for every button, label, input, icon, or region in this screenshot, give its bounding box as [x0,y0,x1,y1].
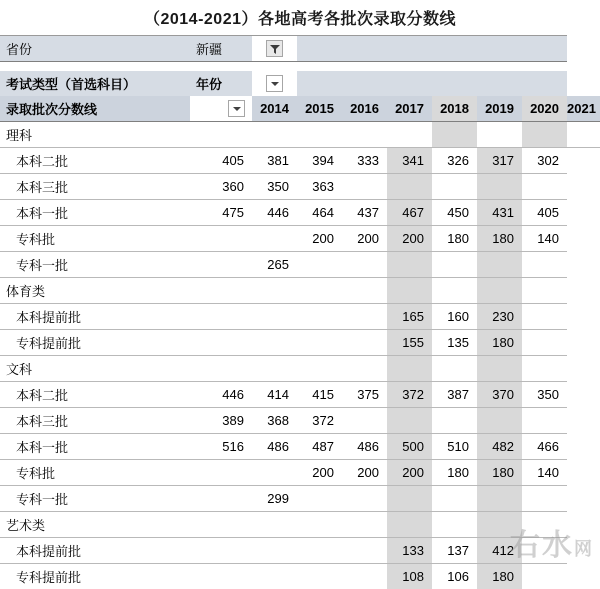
table-row [0,564,600,589]
cell-2017 [342,538,387,564]
cell-2018: 467 [387,200,432,226]
cell-2019 [432,408,477,434]
cell-2014: 360 [190,174,252,200]
cell-2015: 381 [252,148,297,174]
cell-2021: 140 [522,226,567,252]
table-row [0,434,600,460]
cell-2015: 446 [252,200,297,226]
filter-row-spacer [297,36,567,62]
cell-2016: 200 [297,460,342,486]
table-row [0,460,600,486]
cell-2018: 165 [387,304,432,330]
year-col-header-2017: 2017 [387,96,432,122]
cell-2015 [252,304,297,330]
cell-2014 [190,226,252,252]
cell-2018: 341 [387,148,432,174]
table-row [0,382,600,408]
cell-2018 [387,486,432,512]
cell-2018: 108 [387,564,432,589]
cell-2017: 486 [342,434,387,460]
caret-shape [233,107,241,111]
cell-2019: 180 [432,460,477,486]
cell-2020: 482 [477,434,522,460]
cell-2020: 180 [477,226,522,252]
cell-2020 [477,252,522,278]
cell-2021 [522,408,567,434]
province-filter-button[interactable] [252,36,297,62]
cell-2014 [190,564,252,589]
cell-2021 [522,304,567,330]
cell-2019: 106 [432,564,477,589]
group-header-row [0,122,600,148]
spacer-row [0,62,600,72]
cell-2021 [522,486,567,512]
cell-2016: 372 [297,408,342,434]
cell-2016: 200 [297,226,342,252]
row-label: 本科提前批 [0,538,190,564]
province-filter-row [0,36,600,62]
group-label-0: 理科 [0,122,190,148]
cell-2016: 464 [297,200,342,226]
row-label: 专科批 [0,226,190,252]
group-header-row [0,512,600,538]
header-row-2 [0,96,600,122]
cell-2018: 133 [387,538,432,564]
cell-2017 [342,408,387,434]
chevron-down-icon[interactable] [266,75,283,92]
province-label: 省份 [0,36,190,62]
cell-2016: 487 [297,434,342,460]
cell-2021: 302 [522,148,567,174]
cell-2021 [522,252,567,278]
cell-2014 [190,460,252,486]
cell-2018: 500 [387,434,432,460]
table-row [0,252,600,278]
cell-2015: 486 [252,434,297,460]
cell-2016: 363 [297,174,342,200]
cell-2019: 450 [432,200,477,226]
table-row [0,330,600,356]
year-col-header-2016: 2016 [342,96,387,122]
row-label: 本科一批 [0,200,190,226]
cell-2018: 372 [387,382,432,408]
cell-2014: 516 [190,434,252,460]
cell-2014 [190,304,252,330]
cell-2017: 375 [342,382,387,408]
cell-2019 [432,252,477,278]
cell-2019: 137 [432,538,477,564]
batch-dropdown-cell[interactable] [190,96,252,122]
cell-2015 [252,538,297,564]
caret-shape [271,82,279,86]
batch-chevron-down-icon[interactable] [228,100,245,117]
cell-2021: 405 [522,200,567,226]
cell-2021 [522,330,567,356]
cell-2014: 389 [190,408,252,434]
cell-2017 [342,564,387,589]
header-row-1-spacer [297,71,567,96]
cell-2018 [387,252,432,278]
cell-2015: 299 [252,486,297,512]
cell-2016 [297,564,342,589]
year-col-header-2019: 2019 [477,96,522,122]
row-label: 本科三批 [0,408,190,434]
cell-2018: 155 [387,330,432,356]
cell-2020 [477,174,522,200]
cell-2015: 265 [252,252,297,278]
table-row [0,538,600,564]
cell-2018 [387,174,432,200]
cell-2015 [252,330,297,356]
cell-2014 [190,252,252,278]
cell-2018: 200 [387,226,432,252]
cell-2019: 387 [432,382,477,408]
cell-2016 [297,304,342,330]
cell-2015: 368 [252,408,297,434]
page-title: （2014-2021）各地高考各批次录取分数线 [0,0,600,35]
year-dropdown-button[interactable] [252,71,297,96]
cell-2014 [190,486,252,512]
row-label: 本科三批 [0,174,190,200]
cell-2016 [297,538,342,564]
cell-2019: 326 [432,148,477,174]
cell-2017 [342,330,387,356]
cell-2016: 394 [297,148,342,174]
funnel-icon [270,45,280,54]
cell-2016: 415 [297,382,342,408]
group-header-row [0,278,600,304]
cell-2017 [342,304,387,330]
cell-2020 [477,486,522,512]
cell-2017: 333 [342,148,387,174]
filter-icon[interactable] [266,40,283,57]
province-value: 新疆 [190,36,252,62]
cell-2016 [297,486,342,512]
cell-2014: 405 [190,148,252,174]
table-row [0,408,600,434]
row-label: 专科提前批 [0,330,190,356]
row-label: 专科一批 [0,486,190,512]
cell-2021 [522,564,567,589]
batch-header: 录取批次分数线 [0,96,190,122]
year-col-header-2014: 2014 [252,96,297,122]
row-label: 本科二批 [0,148,190,174]
cell-2021: 466 [522,434,567,460]
cell-2015 [252,460,297,486]
score-table [0,35,600,589]
year-header: 年份 [190,71,252,96]
cell-2021 [522,538,567,564]
cell-2014 [190,538,252,564]
cell-2014: 475 [190,200,252,226]
cell-2016 [297,330,342,356]
header-row-1 [0,71,600,96]
cell-2019: 180 [432,226,477,252]
table-row [0,304,600,330]
cell-2015 [252,226,297,252]
cell-2017 [342,174,387,200]
cell-2014 [190,330,252,356]
cell-2017: 437 [342,200,387,226]
row-label: 本科提前批 [0,304,190,330]
row-label: 专科提前批 [0,564,190,589]
group-label-1: 体育类 [0,278,190,304]
cell-2019: 510 [432,434,477,460]
group-header-row [0,356,600,382]
cell-2020: 180 [477,460,522,486]
cell-2019: 160 [432,304,477,330]
row-label: 本科一批 [0,434,190,460]
cell-2014: 446 [190,382,252,408]
cell-2020: 431 [477,200,522,226]
table-row [0,200,600,226]
cell-2021: 350 [522,382,567,408]
cell-2017: 200 [342,460,387,486]
row-label: 专科一批 [0,252,190,278]
year-col-header-2021: 2021 [567,96,600,122]
cell-2017 [342,486,387,512]
cell-2020: 180 [477,564,522,589]
watermark-text: 右水 [510,528,574,563]
table-row [0,486,600,512]
cell-2017 [342,252,387,278]
year-col-header-2018: 2018 [432,96,477,122]
cell-2021: 140 [522,460,567,486]
cell-2021 [522,174,567,200]
cell-2020 [477,408,522,434]
cell-2015: 414 [252,382,297,408]
cell-2020: 370 [477,382,522,408]
cell-2015 [252,564,297,589]
year-col-header-2020: 2020 [522,96,567,122]
cell-2017: 200 [342,226,387,252]
row-label: 本科二批 [0,382,190,408]
row-label: 专科批 [0,460,190,486]
cell-2016 [297,252,342,278]
cell-2020: 412 [477,538,522,564]
cell-2015: 350 [252,174,297,200]
cell-2018: 200 [387,460,432,486]
cell-2019 [432,486,477,512]
table-row [0,148,600,174]
cell-2020: 230 [477,304,522,330]
cell-2019: 135 [432,330,477,356]
exam-type-header: 考试类型（首选科目） [0,71,190,96]
table-row [0,226,600,252]
group-label-2: 文科 [0,356,190,382]
table-row [0,174,600,200]
cell-2020: 180 [477,330,522,356]
cell-2020: 317 [477,148,522,174]
group-label-3: 艺术类 [0,512,190,538]
watermark-suffix: 网 [574,539,594,560]
year-col-header-2015: 2015 [297,96,342,122]
cell-2018 [387,408,432,434]
cell-2019 [432,174,477,200]
